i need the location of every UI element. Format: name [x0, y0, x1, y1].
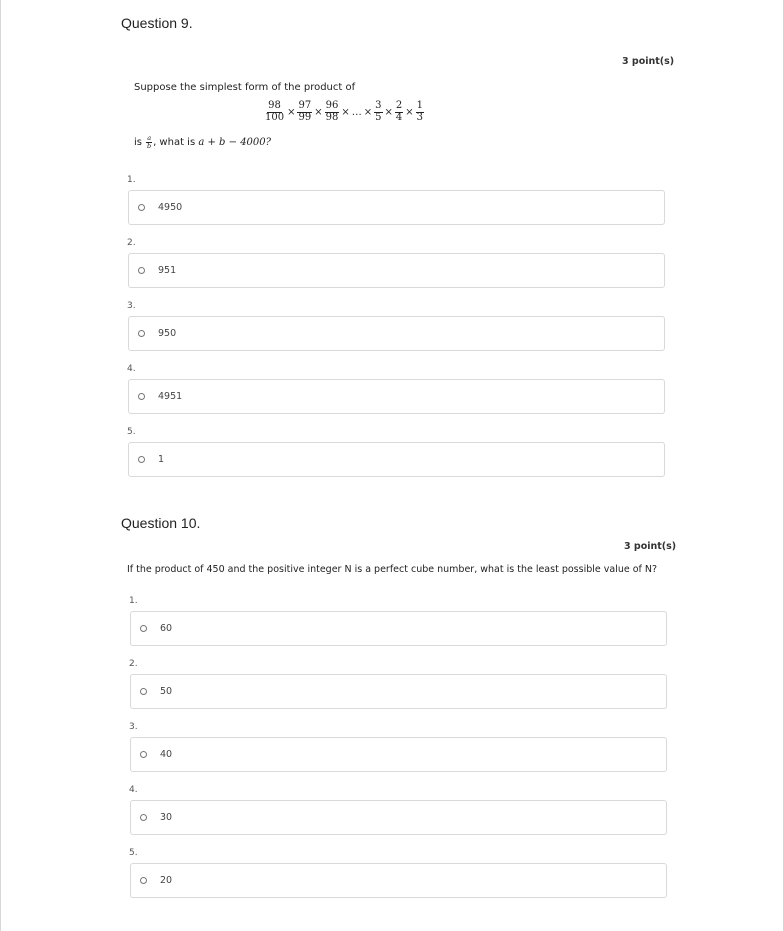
radio-button-icon[interactable] [138, 267, 145, 274]
question-9-title: Question 9. [121, 15, 193, 31]
answer-option[interactable] [128, 379, 665, 414]
option-label: 950 [158, 328, 177, 339]
times-sign: × [341, 106, 350, 118]
answer-option[interactable] [128, 190, 665, 225]
radio-button-icon[interactable] [138, 393, 145, 400]
answer-option[interactable] [130, 611, 667, 646]
option-number: 3. [127, 301, 136, 311]
option-number: 5. [129, 848, 138, 858]
times-sign: × [405, 106, 414, 118]
option-label: 951 [158, 265, 177, 276]
fraction: $\frac{97}{99}$ [298, 100, 312, 123]
question-9-intro: Suppose the simplest form of the product of [134, 82, 356, 93]
question-10-title: Question 10. [121, 515, 201, 531]
question-10-points: 3 point(s) [624, 541, 677, 552]
option-number: 2. [129, 659, 138, 669]
what-is-text: , what is [153, 137, 196, 148]
question-9-ask [134, 135, 271, 149]
ellipsis: … [351, 106, 362, 118]
answer-option[interactable] [130, 737, 667, 772]
option-number: 4. [129, 785, 138, 795]
fraction: $\frac{1}{3}$ [416, 100, 424, 123]
option-number: 2. [127, 238, 136, 248]
radio-button-icon[interactable] [140, 688, 147, 695]
question-10-text: If the product of 450 and the positive integer N is a perfect cube number, what is the least possible value of N? [127, 564, 658, 575]
option-label: 4950 [158, 202, 183, 213]
expression: a + b − 4000? [198, 137, 272, 148]
radio-button-icon[interactable] [138, 330, 145, 337]
a-over-b: $\frac{a}{b}$ [147, 134, 152, 150]
answer-option[interactable] [128, 442, 665, 477]
radio-button-icon[interactable] [138, 204, 145, 211]
fraction: $\frac{96}{98}$ [325, 100, 339, 123]
radio-button-icon[interactable] [140, 814, 147, 821]
fraction: $\frac{3}{5}$ [375, 100, 382, 123]
times-sign: × [314, 106, 323, 118]
question-9-product [263, 101, 425, 123]
answer-option[interactable] [130, 863, 667, 898]
radio-button-icon[interactable] [138, 456, 145, 463]
answer-option[interactable] [130, 800, 667, 835]
times-sign: × [363, 106, 373, 118]
answer-option[interactable] [130, 674, 667, 709]
option-label: 30 [160, 812, 173, 823]
option-label: 40 [160, 749, 173, 760]
option-number: 5. [127, 427, 136, 437]
option-number: 1. [127, 175, 136, 185]
option-label: 4951 [158, 391, 183, 402]
times-sign: × [384, 106, 393, 118]
is-text: is [134, 137, 142, 148]
option-label: 60 [160, 623, 173, 634]
radio-button-icon[interactable] [140, 625, 147, 632]
times-sign: × [287, 106, 296, 118]
fraction: $\frac{2}{4}$ [395, 100, 403, 123]
option-number: 4. [127, 364, 136, 374]
fraction: $\frac{98}{100}$ [265, 100, 285, 123]
radio-button-icon[interactable] [140, 751, 147, 758]
left-border [0, 0, 1, 931]
answer-option[interactable] [128, 316, 665, 351]
answer-option[interactable] [128, 253, 665, 288]
option-label: 1 [158, 454, 165, 465]
option-number: 3. [129, 722, 138, 732]
option-label: 20 [160, 875, 173, 886]
option-label: 50 [160, 686, 173, 697]
option-number: 1. [129, 596, 138, 606]
radio-button-icon[interactable] [140, 877, 147, 884]
question-9-points: 3 point(s) [622, 56, 675, 67]
